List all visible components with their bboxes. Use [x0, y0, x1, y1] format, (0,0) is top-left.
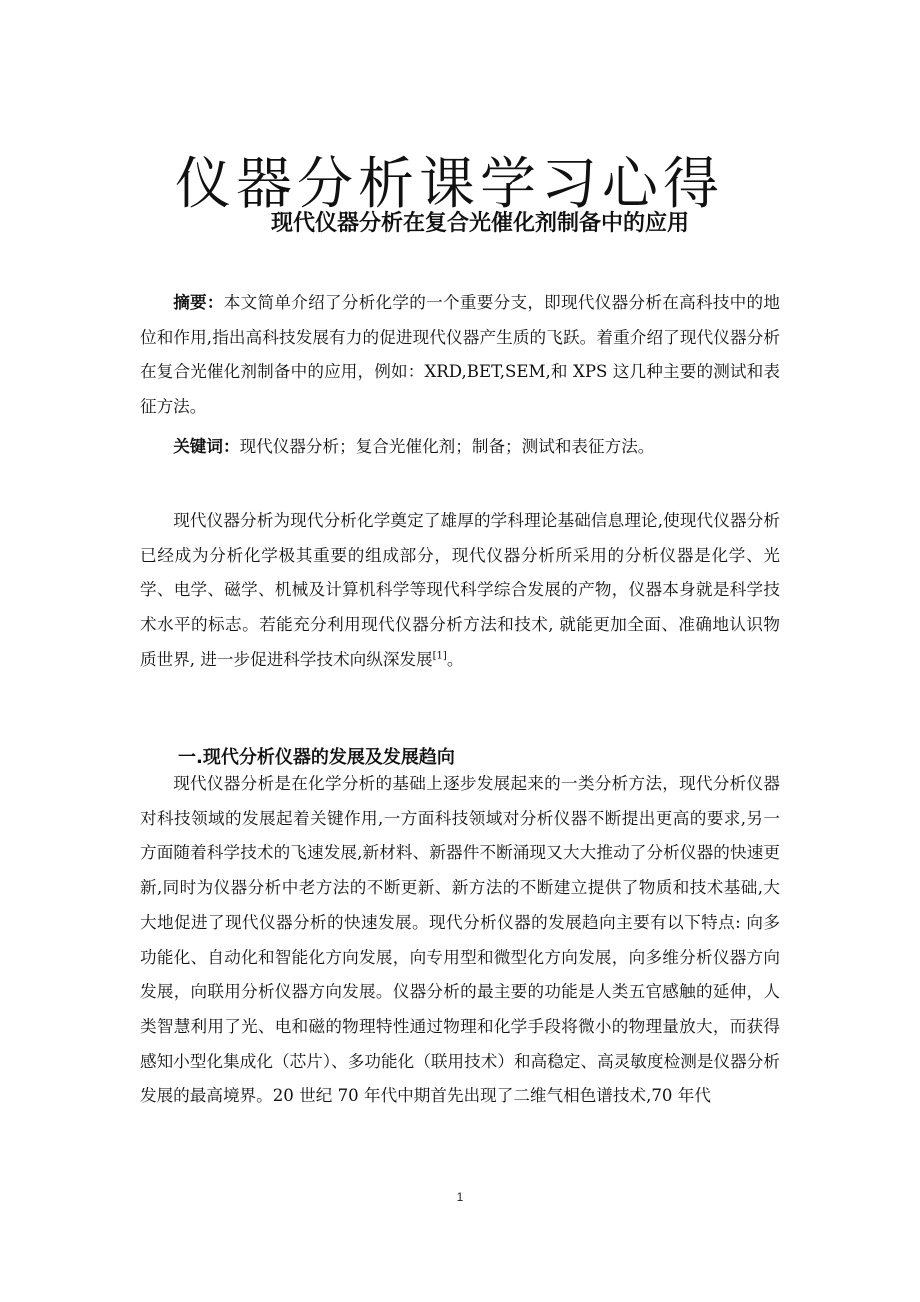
citation-marker[interactable]: [1]	[432, 650, 447, 662]
abstract-label: 摘要：	[173, 293, 224, 312]
intro-end: 。	[446, 649, 464, 669]
keywords-label: 关键词：	[173, 437, 240, 456]
section-heading: 一.现代分析仪器的发展及发展趋向	[178, 746, 455, 768]
abstract-paragraph	[140, 286, 780, 425]
keywords-paragraph	[140, 430, 780, 465]
intro-paragraph	[140, 504, 780, 678]
keywords-text: 现代仪器分析；复合光催化剂；制备；测试和表征方法。	[239, 437, 655, 456]
document-title: 仪器分析课学习心得	[175, 151, 724, 217]
document-subtitle: 现代仪器分析在复合光催化剂制备中的应用	[270, 211, 689, 236]
intro-text: 现代仪器分析为现代分析化学奠定了雄厚的学科理论基础信息理论,使现代仪器分析已经成为分析化学极其重要的组成部分，现代仪器分析所采用的分析仪器是化学、光学、电学、磁学、机械及计算机科学等现代科学综合发展的产物，仪器本身就是科学技术水平的标志。若能充分利用现代仪器分析方法和技术, 就能更加全面、准确地认识物质世界, 进一步促进科学技术向纵深发展	[140, 511, 780, 669]
section-paragraph: 现代仪器分析是在化学分析的基础上逐步发展起来的一类分析方法，现代分析仪器对科技领域的发展起着关键作用,一方面科技领域对分析仪器不断提出更高的要求,另一方面随着科学技术的飞速发展,新材料、新器件不断涌现又大大推动了分析仪器的快速更新,同时为仪器分析中老方法的不断更新、新方法的不断建立提供了物质和技术基础,大大地促进了现代仪器分析的快速发展。现代分析仪器的发展趋向主要有以下特点: 向多功能化、自动化和智能化方向发展，向专用型和微型化方向发展，向多维分析仪器方向发展，向联用分析仪器方向发展。仪器分析的最主要的功能是人类五官感触的延伸，人类智慧利用了光、电和磁的物理特性通过物理和化学手段将微小的物理量放大，而获得感知小型化集成化（芯片）、多功能化（联用技术）和高稳定、高灵敏度检测是仪器分析发展的最高境界。20 世纪 70 年代中期首先出现了二维气相色谱技术,70 年代	[140, 774, 780, 1106]
page-number: 1	[456, 1190, 464, 1204]
abstract-text: 本文简单介绍了分析化学的一个重要分支，即现代仪器分析在高科技中的地位和作用,指出高科技发展有力的促进现代仪器产生质的飞跃。着重介绍了现代仪器分析在复合光催化剂制备中的应用，例如：XRD,BET,SEM,和 XPS 这几种主要的测试和表征方法。	[140, 293, 781, 417]
